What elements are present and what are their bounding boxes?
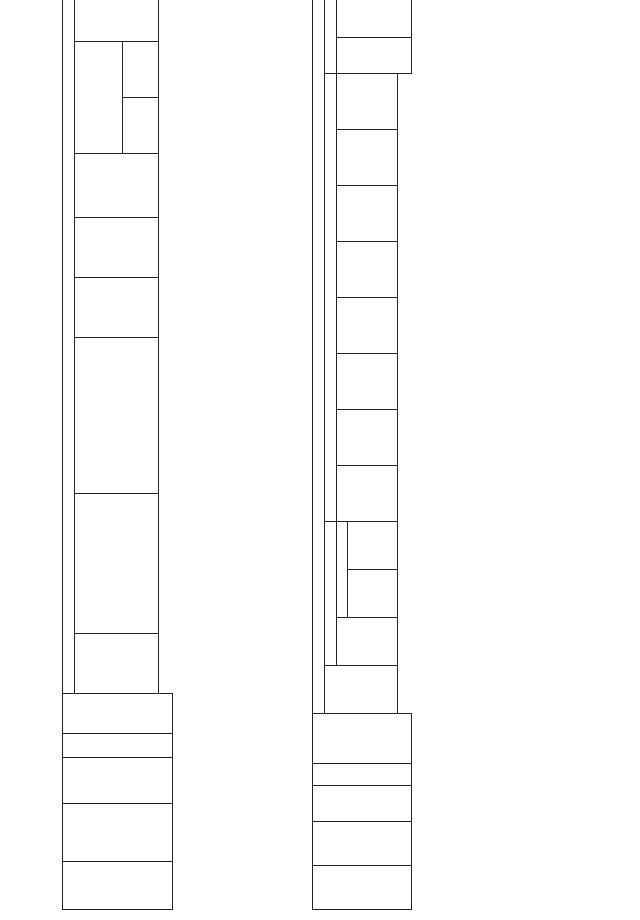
t32-header-year — [313, 764, 412, 786]
t32-header-combines — [348, 522, 397, 569]
t32-header-fruit — [337, 74, 398, 130]
t32-header-cereals — [337, 466, 398, 522]
t32-header-tech-incl-cell — [337, 522, 398, 618]
t31-header-own-production — [75, 494, 159, 634]
table31 — [62, 0, 173, 910]
t32-header-tech-incl — [337, 522, 348, 617]
t32-header-other — [325, 0, 337, 74]
t31-header-staff — [75, 634, 159, 694]
t32-header-land — [325, 666, 398, 714]
t31-header-expenses-insurance — [75, 218, 159, 278]
t31-header-municipal — [63, 694, 173, 734]
t32-group-header — [313, 0, 325, 714]
t32-header-fio — [313, 822, 412, 866]
t31-header-taxes — [75, 0, 159, 42]
t32-header-tractors — [348, 569, 397, 617]
t31-header-expenses-credit — [75, 154, 159, 218]
t32-header-vegetables — [337, 186, 398, 242]
t32-header-oilseeds — [337, 354, 398, 410]
t32-header-tech — [325, 522, 337, 666]
t31-header-year — [63, 734, 173, 758]
t31-header-name — [63, 862, 173, 910]
t32-header-production — [325, 74, 337, 522]
table32 — [312, 0, 412, 910]
t31-header-expenses-workers — [75, 278, 159, 338]
t32-header-other-name — [337, 38, 412, 74]
t32-header-grain — [337, 410, 398, 466]
t32-header-rapeseed — [337, 298, 398, 354]
t32-header-municipal — [313, 714, 412, 764]
t32-header-potatoes — [337, 242, 398, 298]
t32-header-ogrn — [313, 786, 412, 822]
t32-header-tech-all — [337, 618, 398, 666]
t31-header-fio — [63, 804, 173, 862]
t31-group-header — [63, 0, 75, 694]
t32-header-greenhouse — [337, 130, 398, 186]
t31-header-planned-short — [123, 98, 159, 154]
t32-header-other-qty — [337, 0, 412, 38]
t32-header-name — [313, 866, 412, 910]
t31-header-income — [75, 338, 159, 494]
t31-header-planned-credit — [75, 42, 123, 154]
t31-header-planned-long — [123, 42, 159, 98]
t31-header-ogrn — [63, 758, 173, 804]
